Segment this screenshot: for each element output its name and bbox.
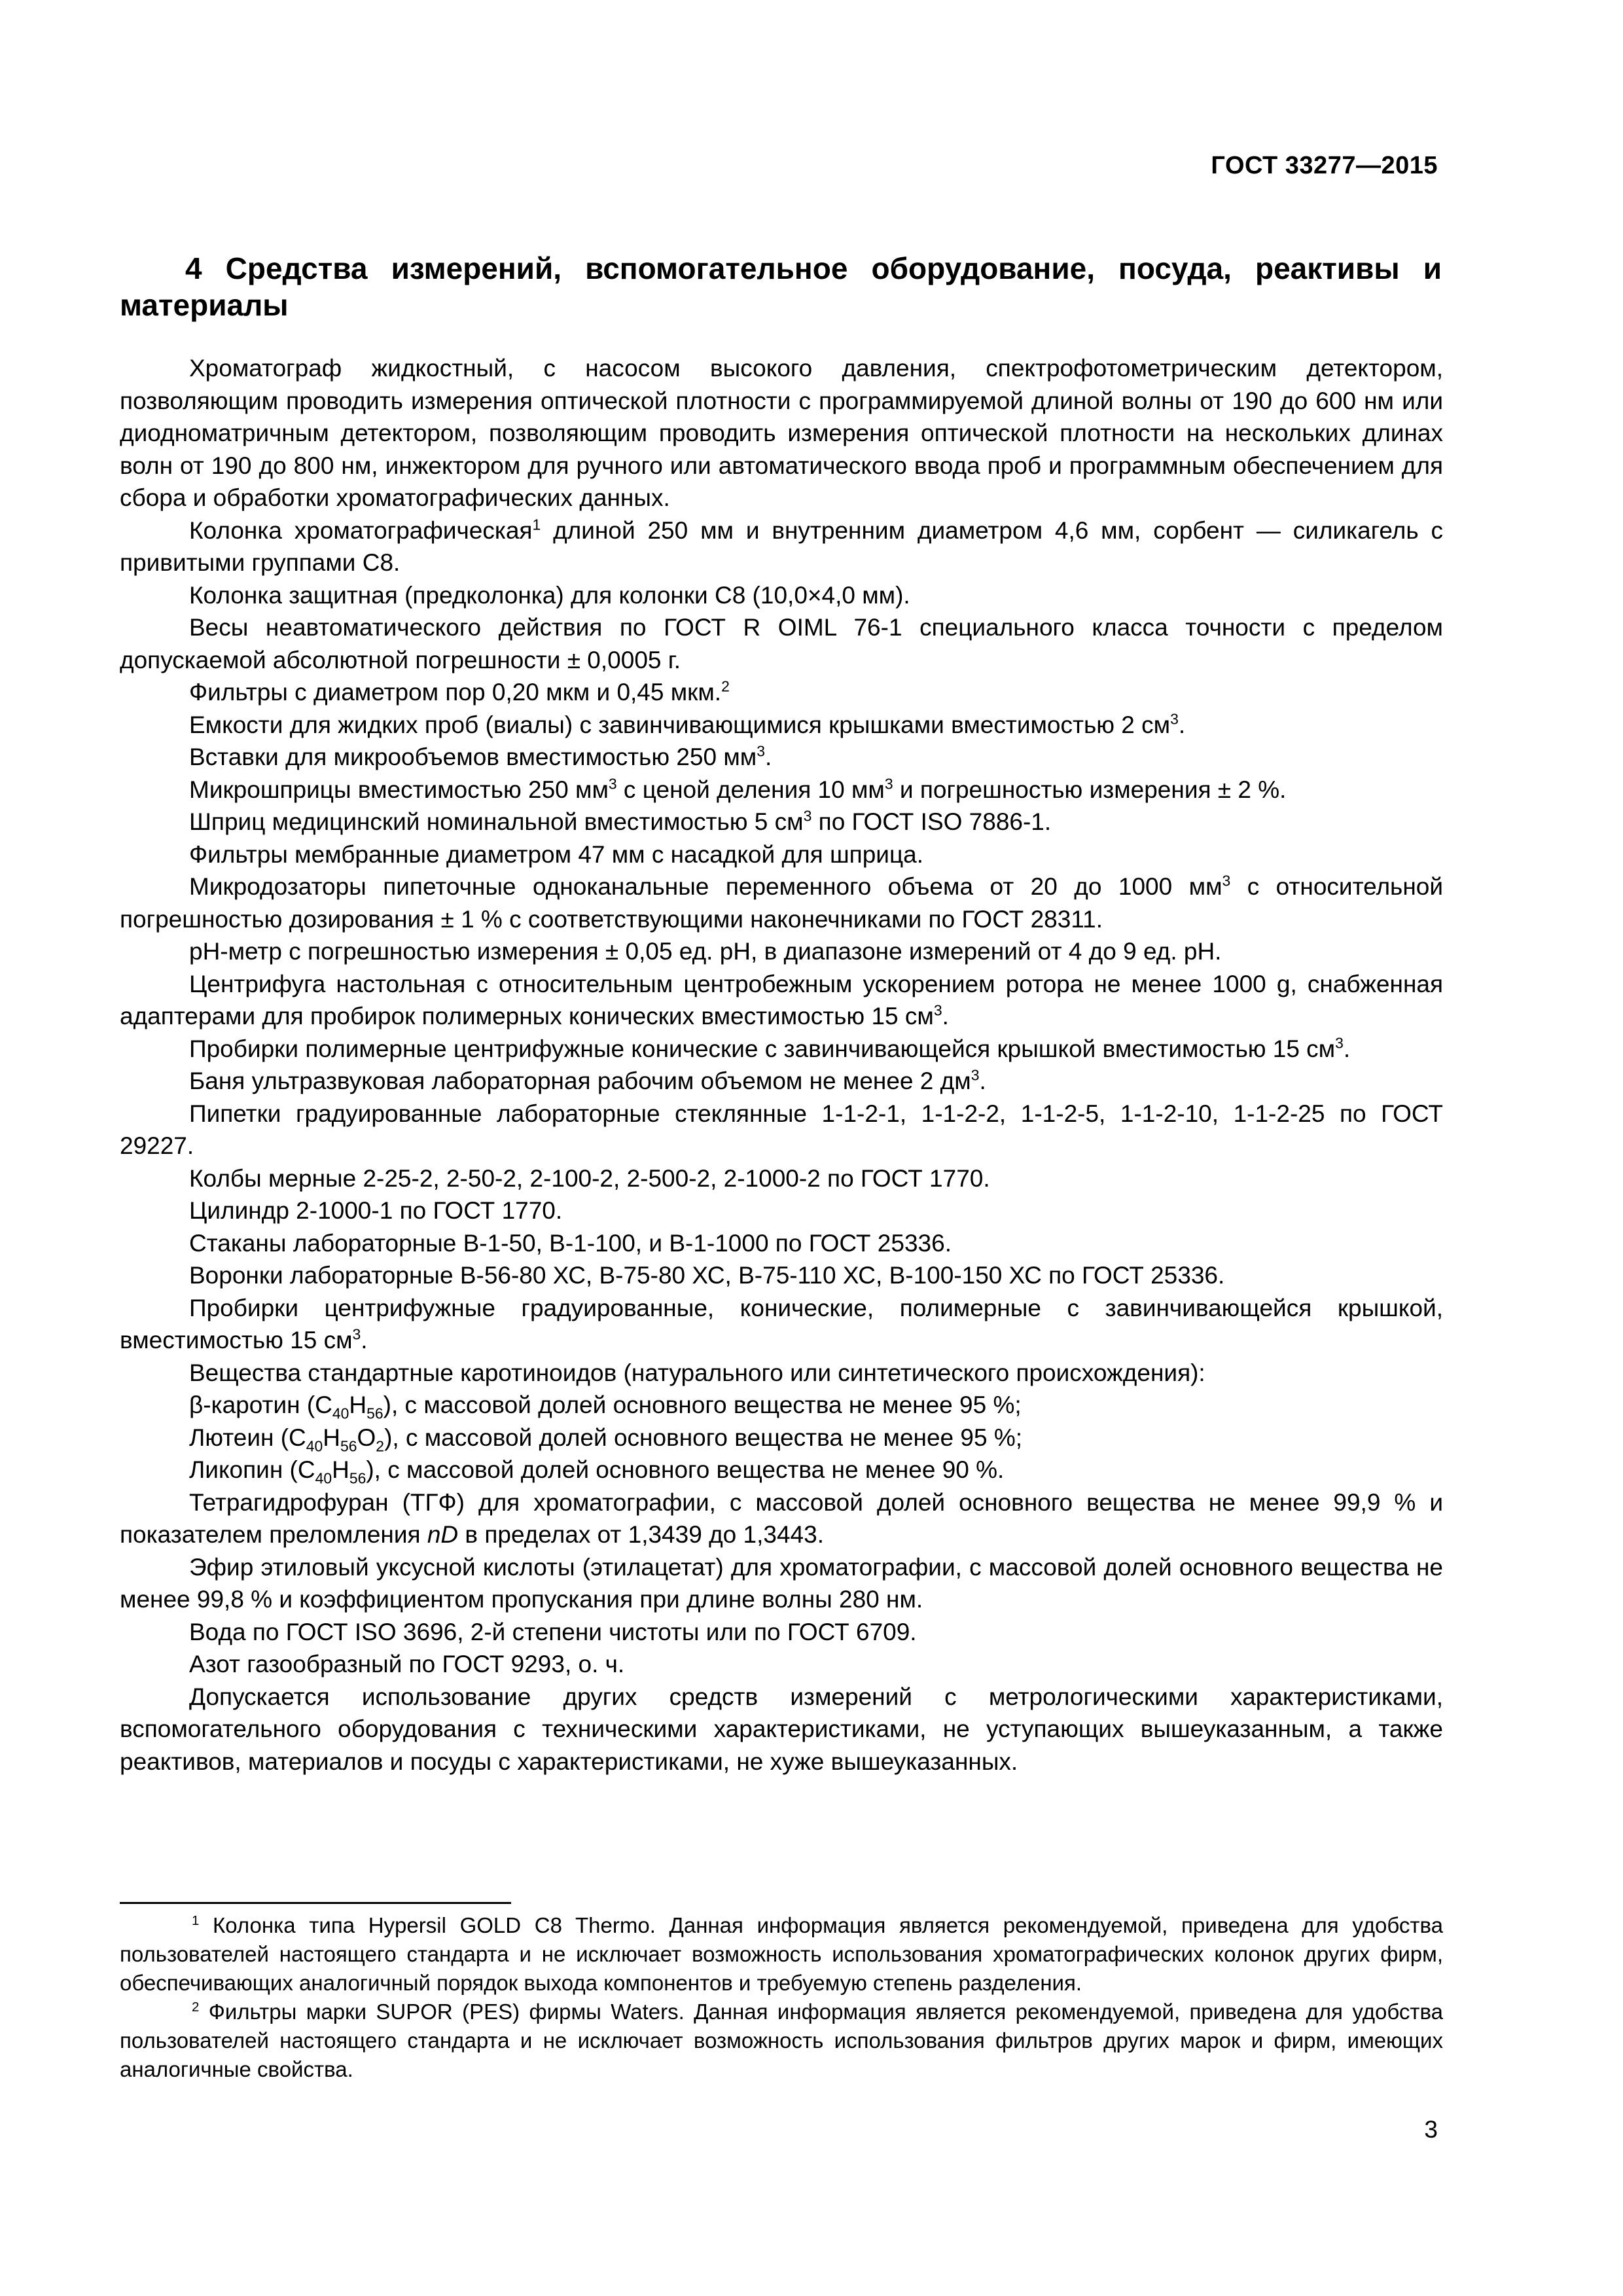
paragraph-lutein: Лютеин $(С_{40}Н_{56}О_2)$, с массовой долей основного вещества не менее 95 %; (189, 1424, 1023, 1454)
paragraph-beta-carotene: β-каротин $(С_{40}Н_{56})$, с массовой долей основного вещества не менее 95 %; (189, 1391, 1022, 1422)
paragraph-syringe: Шприц медицинский номинальной вместимостью 5 $см^3$ по ГОСТ ISO 7886-1. (189, 807, 1052, 835)
section-body (120, 352, 1443, 1778)
paragraph-carotenoids: Вещества стандартные каротиноидов (натурального или синтетического происхождения): (189, 1359, 1205, 1386)
footnotes (120, 1911, 1443, 2084)
footnote-2: $^2$ Фильтры марки SUPOR (PES) фирмы Waters. Данная информация является рекомендуемой, приведена для удобства пользователей настоящего стандарта и не исключает возможность использования фильтров других марок и фирм, имеющих аналогичные свойства. (120, 2000, 1443, 2081)
paragraph-lycopene: Ликопин $(С_{40}Н_{56})$, с массовой долей основного вещества не менее 90 %. (189, 1456, 1005, 1487)
paragraph-nitrogen: Азот газообразный по ГОСТ 9293, о. ч. (189, 1651, 625, 1677)
document-code-header: ГОСТ 33277—2015 (1211, 152, 1438, 179)
footnote-ref-1: 1 (532, 516, 541, 533)
paragraph-microsyringes: Микрошприцы вместимостью 250 $мм^3$ с ценой деления 10 $мм^3$ и погрешностью измерения ± 2 %. (189, 775, 1287, 803)
paragraph-ultrasonic-bath: Баня ультразвуковая лабораторная рабочим объемом не менее 2 $дм^3$. (189, 1066, 986, 1094)
paragraph-alternatives: Допускается использование других средств измерений с метрологическими характеристиками, вспомогательного оборудования с техническими характеристиками, не уступающих вышеуказанным, а также реактивов, материалов и посуды с характеристиками, не хуже вышеуказанных. (120, 1683, 1443, 1775)
paragraph-vials: Емкости для жидких проб (виалы) с завинчивающимися крышками вместимостью 2 $см^3$. (189, 710, 1186, 738)
paragraph-centrifuge: Центрифуга настольная с относительным центробежным ускорением ротора не менее 1000 g, снабженная адаптерами для пробирок полимерных конических вместимостью 15 $см^3$. (120, 970, 1443, 1030)
paragraph-microdispensers: Микродозаторы пипеточные одноканальные переменного объема от 20 до 1000 $мм^3$ с относительной погрешностью дозирования ± 1 % с соответствующими наконечниками по ГОСТ 28311. (120, 872, 1444, 933)
paragraph-water: Вода по ГОСТ ISO 3696, 2-й степени чистоты или по ГОСТ 6709. (189, 1618, 917, 1645)
footnote-ref-2: 2 (721, 677, 730, 695)
paragraph-funnels: Воронки лабораторные В-56-80 ХС, В-75-80 ХС, В-75-110 ХС, В-100-150 ХС по ГОСТ 25336. (189, 1262, 1225, 1289)
paragraph-filters: Фильтры с диаметром пор 0,20 мкм и 0,45 мкм.$^2$ (189, 677, 730, 706)
paragraph-inserts: Вставки для микрообъемов вместимостью 250 $мм^3$. (189, 742, 772, 770)
paragraph-ethyl-acetate: Эфир этиловый уксусной кислоты (этилацетат) для хроматографии, с массовой долей основного вещества не менее 99,8 % и коэффициентом пропускания при длине волны 280 нм. (120, 1553, 1443, 1613)
paragraph-tubes: Пробирки полимерные центрифужные конические с завинчивающейся крышкой вместимостью 15 $см^3$. (189, 1034, 1351, 1062)
footnote-separator (120, 1902, 511, 1904)
paragraph-chromatograph: Хроматограф жидкостный, с насосом высокого давления, спектрофотометрическим детектором, позволяющим проводить измерения оптической плотности с программируемой длиной волны от 190 до 600 нм или диодноматричным детектором, позволяющим проводить измерения оптической плотности на нескольких длинах волн от 190 до 800 нм, инжектором для ручного или автоматического ввода проб и программным обеспечением для сбора и обработки хроматографических данных. (120, 355, 1443, 511)
page-number: 3 (1424, 2116, 1438, 2143)
paragraph-guard-column: Колонка защитная (предколонка) для колонки С8 (10,0×4,0 мм). (189, 581, 910, 609)
section-title: 4 Средства измерений, вспомогательное оборудование, посуда, реактивы и материалы (120, 251, 1442, 322)
paragraph-membrane-filters: Фильтры мембранные диаметром 47 мм с насадкой для шприца. (189, 840, 923, 868)
paragraph-column: Колонка хроматографическая$^1$ длиной 250 мм и внутренним диаметром 4,6 мм, сорбент — силикагель с привитыми группами С8. (120, 516, 1443, 576)
paragraph-pipettes: Пипетки градуированные лабораторные стеклянные 1-1-2-1, 1-1-2-2, 1-1-2-5, 1-1-2-10, 1-1-2-25 по ГОСТ 29227. (120, 1100, 1443, 1159)
paragraph-flasks: Колбы мерные 2-25-2, 2-50-2, 2-100-2, 2-500-2, 2-1000-2 по ГОСТ 1770. (189, 1164, 990, 1192)
paragraph-thf: Тетрагидрофуран (ТГФ) для хроматографии, с массовой долей основного вещества не менее 99,9 % и показателем преломления nD в пределах от 1,3439 до 1,3443. (120, 1488, 1443, 1548)
paragraph-ph-meter: рН-метр с погрешностью измерения ± 0,05 ед. рН, в диапазоне измерений от 4 до 9 ед. рН. (189, 938, 1222, 965)
footnote-1: $^1$ Колонка типа Hypersil GOLD C8 Thermo. Данная информация является рекомендуемой, приведена для удобства пользователей настоящего стандарта и не исключает возможность использования хроматографических колонок других фирм, обеспечивающих аналогичный порядок выхода компонентов и требуемую степень разделения. (120, 1913, 1443, 1995)
paragraph-beakers: Стаканы лабораторные В-1-50, В-1-100, и В-1-1000 по ГОСТ 25336. (189, 1229, 952, 1257)
paragraph-graduated-tubes: Пробирки центрифужные градуированные, конические, полимерные с завинчивающейся крышкой, вместимостью 15 $см^3$. (120, 1294, 1443, 1354)
paragraph-cylinder: Цилиндр 2-1000-1 по ГОСТ 1770. (189, 1197, 563, 1224)
paragraph-scales: Весы неавтоматического действия по ГОСТ R OIML 76-1 специального класса точности с пределом допускаемой абсолютной погрешности ± 0,0005 г. (120, 614, 1443, 673)
